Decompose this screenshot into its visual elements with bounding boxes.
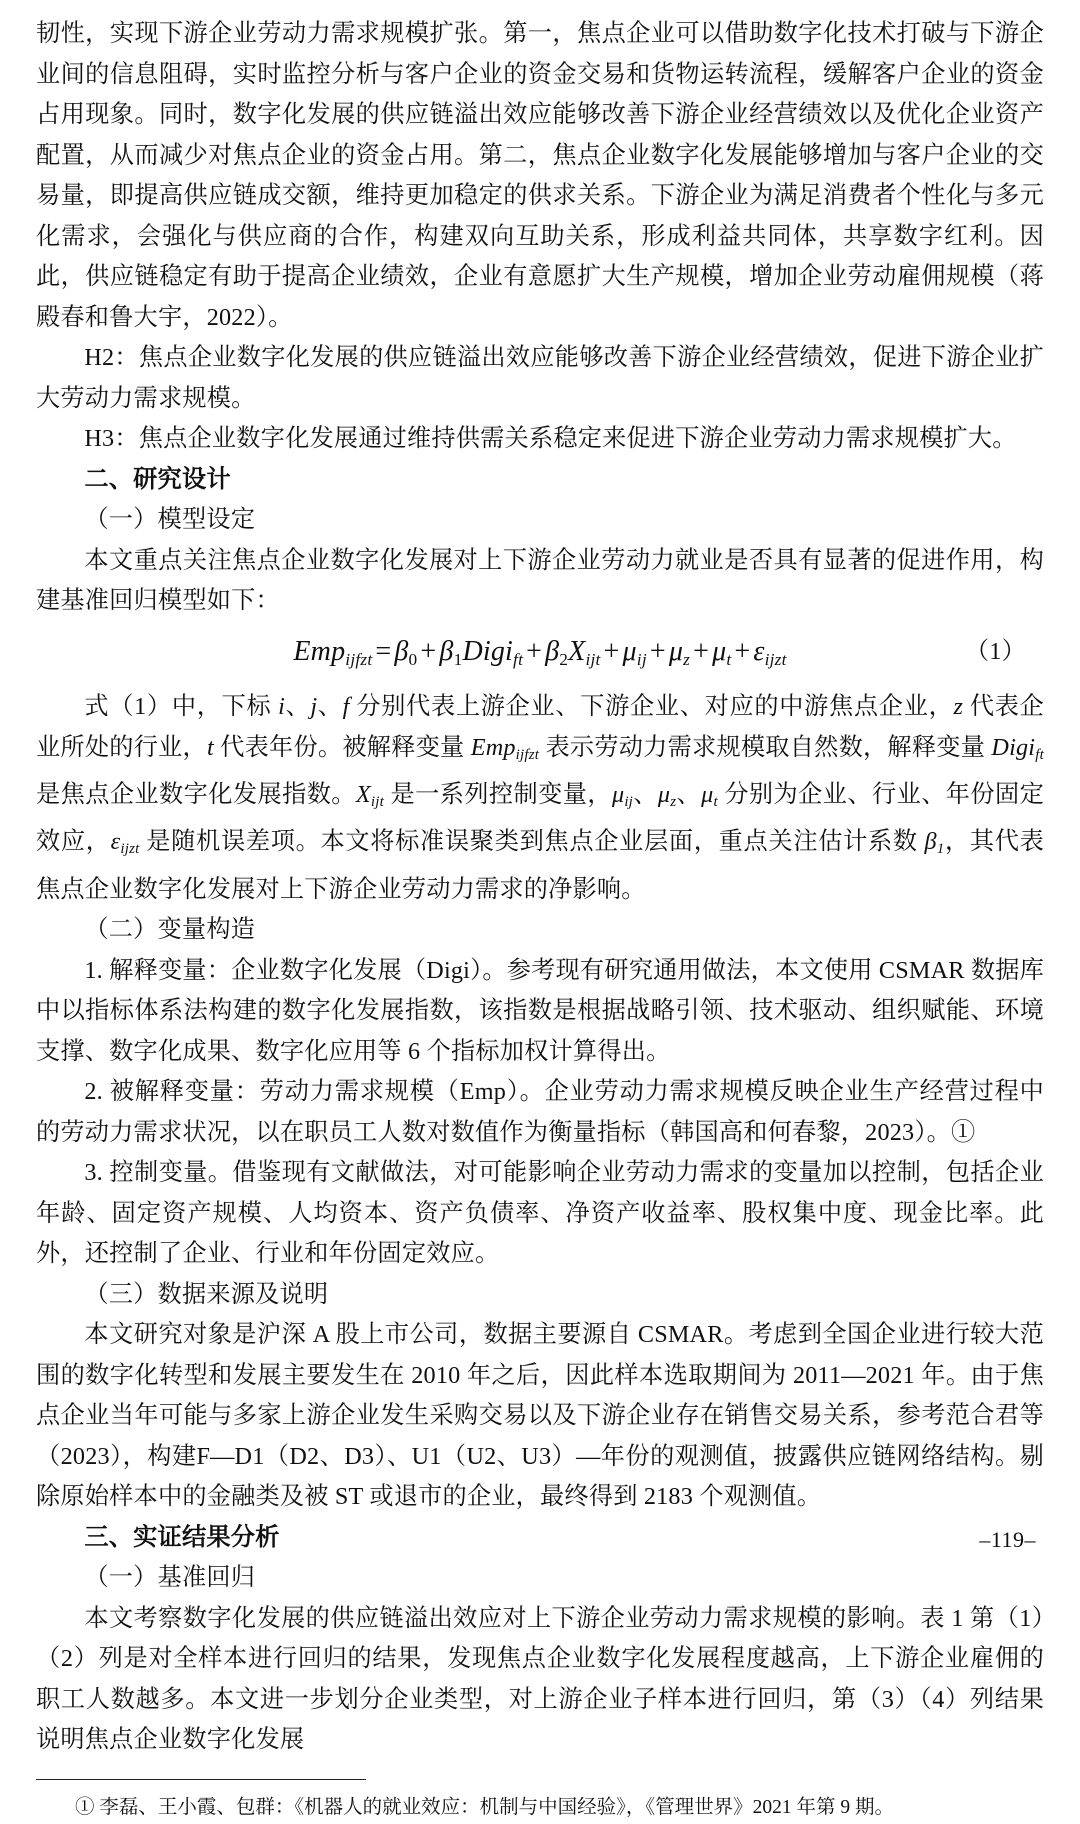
equation-1-expression: $Emp_{ijfzt} = \beta_0$ + $\beta_1Digi_{ft} + \beta_2X_{ijt} + \mu_{ij} + \mu_z + \mu_t + \varepsilon_{ijzt}$ <box>293 635 787 669</box>
subsection-heading-2-3: （三）数据来源及说明 <box>84 1280 329 1308</box>
footnote-1: ① 李磊、王小霞、包群：《机器人的就业效应：机制与中国经验》，《管理世界》2021 年第 9 期。 <box>75 1796 895 1818</box>
paragraph-hypothesis-h2: H2：焦点企业数字化发展的供应链溢出效应能够改善下游企业经营绩效，促进下游企业扩大劳动力需求规模。 <box>36 344 1044 412</box>
page-number: –119– <box>979 1527 1036 1552</box>
paragraph-dependent-variable: 2. 被解释变量：劳动力需求规模（Emp）。企业劳动力需求规模反映企业生产经营过程中的劳动力需求状况，以在职员工人数对数值作为衡量指标（韩国高和何春黎，2023）。① <box>36 1078 1044 1146</box>
paragraph-model-intro: 本文重点关注焦点企业数字化发展对上下游企业劳动力就业是否具有显著的促进作用，构建基准回归模型如下： <box>36 546 1044 614</box>
paragraph-variable-explanation: 式（1）中，下标 i、j、f 分别代表上游企业、下游企业、对应的中游焦点企业，z 代表企业所处的行业，t 代表年份。被解释变量 Emp$_{ijfzt}$ 表示劳动力需求规模取自然数，解释变量 Digi$_{ft}$ 是焦点企业数字化发展指数。$X_{ijt}$ 是一系列控制变量，$\mu_{ij}$、$\mu_z$、$\mu_t$ 分别为企业、行业、年份固定效应，$\varepsilon_{ijzt}$ 是随机误差项。本文将标准误聚类到焦点企业层面，重点关注估计系数 $\beta_1$，其代表焦点企业数字化发展对上下游企业劳动力需求的净影响。 <box>36 693 1045 903</box>
paragraph-continuation: 韧性，实现下游企业劳动力需求规模扩张。第一，焦点企业可以借助数字化技术打破与下游企业间的信息阻碍，实时监控分析与客户企业的资金交易和货物运转流程，缓解客户企业的资金占用现象。同时，数字化发展的供应链溢出效应能够改善下游企业经营绩效以及优化企业资产配置，从而减少对焦点企业的资金占用。第二，焦点企业数字化发展能够增加与客户企业的交易量，即提高供应链成交额，维持更加稳定的供求关系。下游企业为满足消费者个性化与多元化需求，会强化与供应商的合作，构建双向互助关系，形成利益共同体，共享数字红利。因此，供应链稳定有助于提高企业绩效，企业有意愿扩大生产规模，增加企业劳动雇佣规模（蒋殿春和鲁大宇，2022）。 <box>36 20 1044 331</box>
subsection-heading-3-1: （一）基准回归 <box>84 1564 256 1592</box>
article-body <box>36 14 1044 1761</box>
equation-1 <box>36 626 1044 686</box>
equation-1-number: （1） <box>964 637 1026 665</box>
paragraph-control-variable: 3. 控制变量。借鉴现有文献做法，对可能影响企业劳动力需求的变量加以控制，包括企业年龄、固定资产规模、人均资本、资产负债率、净资产收益率、股权集中度、现金比率。此外，还控制了企业、行业和年份固定效应。 <box>36 1159 1044 1268</box>
section-heading-3: 三、实证结果分析 <box>84 1523 280 1551</box>
footnote-divider <box>36 1779 366 1780</box>
paragraph-baseline-regression: 本文考察数字化发展的供应链溢出效应对上下游企业劳动力需求规模的影响。表 1 第（1）（2）列是对全样本进行回归的结果，发现焦点企业数字化发展程度越高，上下游企业雇佣的职工人数越多。本文进一步划分企业类型，对上游企业子样本进行回归，第（3）（4）列结果说明焦点企业数字化发展 <box>36 1604 1044 1754</box>
paragraph-explanatory-variable: 1. 解释变量：企业数字化发展（Digi）。参考现有研究通用做法，本文使用 CSMAR 数据库中以指标体系法构建的数字化发展指数，该指数是根据战略引领、技术驱动、组织赋能、环境支撑、数字化成果、数字化应用等 6 个指标加权计算得出。 <box>36 956 1044 1065</box>
subsection-heading-2-1: （一）模型设定 <box>84 506 256 533</box>
paragraph-hypothesis-h3: H3：焦点企业数字化发展通过维持供需关系稳定来促进下游企业劳动力需求规模扩大。 <box>84 425 1017 452</box>
section-heading-2: 二、研究设计 <box>84 465 231 493</box>
paragraph-data-source: 本文研究对象是沪深 A 股上市公司，数据主要源自 CSMAR。考虑到全国企业进行较大范围的数字化转型和发展主要发生在 2010 年之后，因此样本选取期间为 2011—2021 年。由于焦点企业当年可能与多家上游企业发生采购交易以及下游企业存在销售交易关系，参考范合君等（2023），构建F—D1（D2、D3）、U1（U2、U3）—年份的观测值，披露供应链网络结构。剔除原始样本中的金融类及被 ST 或退市的企业，最终得到 2183 个观测值。 <box>36 1321 1044 1511</box>
subsection-heading-2-2: （二）变量构造 <box>84 916 256 944</box>
